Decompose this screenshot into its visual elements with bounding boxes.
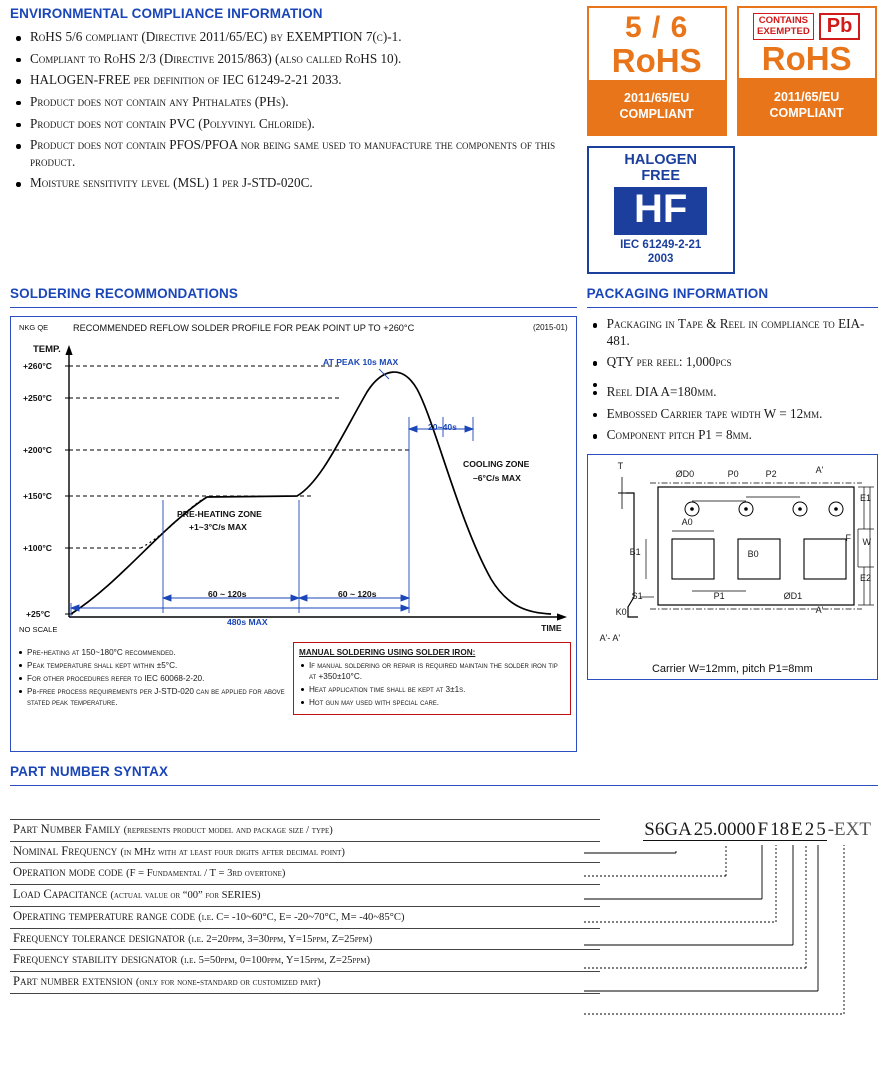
- contains-exempted-label: [753, 13, 814, 40]
- table-row: [10, 906, 600, 928]
- rohs-56-label: 5 / 6: [624, 11, 689, 44]
- divider: [587, 307, 878, 308]
- annotation-preheat-2: +1~3°C/s MAX: [189, 522, 247, 532]
- dim-B1: B1: [629, 546, 641, 557]
- y-tick: +150°C: [23, 491, 52, 501]
- compliance-logos: [587, 6, 878, 274]
- x-axis-title: TIME: [541, 623, 562, 633]
- dim-E2: E2: [859, 572, 871, 583]
- list-item: RoHS 5/6 compliant (Directive 2011/65/EC) by EXEMPTION 7(c)-1.: [10, 29, 577, 46]
- halogen-standard-year: 2003: [647, 252, 674, 265]
- rohs-56-logo: [587, 6, 727, 136]
- table-row: [10, 841, 600, 863]
- carrier-tape-caption: Carrier W=12mm, pitch P1=8mm: [651, 662, 813, 675]
- hf-symbol: HF: [614, 187, 707, 235]
- y-tick: +100°C: [23, 543, 52, 553]
- reflow-profile-chart: [10, 316, 577, 752]
- rohs-compliant-line: COMPLIANT: [769, 105, 844, 120]
- table-row: [10, 863, 600, 885]
- note-item: Pre-heating at 150~180°C recommended.: [17, 647, 285, 658]
- dim-A0: A0: [681, 516, 693, 527]
- rohs-directive-line: 2011/65/EU: [624, 91, 690, 106]
- annotation-cooling-2: –6°C/s MAX: [473, 473, 521, 483]
- list-item: Reel DIA A=180mm.: [587, 384, 878, 401]
- list-item: HALOGEN-FREE per definition of IEC 61249-2-21 2033.: [10, 72, 577, 89]
- manual-item: Heat application time shall be kept at 3±1s.: [299, 684, 565, 695]
- table-row: [10, 971, 600, 993]
- note-item: For other procedures refer to IEC 60068-2-20.: [17, 673, 285, 684]
- soldering-title: SOLDERING RECOMMONDATIONS: [10, 286, 238, 301]
- table-row: [10, 928, 600, 950]
- code-temp-range: E: [791, 819, 803, 840]
- dim-D1: ØD1: [783, 590, 803, 601]
- table-row: [10, 950, 600, 972]
- rohs-word: RoHS: [761, 40, 852, 78]
- divider: [10, 307, 577, 308]
- dim-K0: K0: [615, 606, 627, 617]
- section-label: A'- A': [599, 632, 621, 643]
- carrier-tape-diagram: [587, 454, 878, 680]
- list-item: QTY per reel: 1,000pcs: [587, 354, 878, 371]
- row-detail: (actual value or “00” for SERIES): [110, 890, 261, 902]
- list-item: Component pitch P1 = 8mm.: [587, 427, 878, 444]
- y-tick: +25°C: [26, 609, 51, 619]
- table-row: [10, 885, 600, 907]
- code-frequency: 25.0000: [693, 819, 756, 840]
- dim-E1: E1: [859, 492, 871, 503]
- row-detail: (i.e. C= -10~60°C, E= -20~70°C, M= -40~85°C): [198, 911, 405, 923]
- y-tick: +250°C: [23, 393, 52, 403]
- soldering-notes: [17, 647, 285, 710]
- row-detail: (F = Fundamental / T = 3rd overtone): [126, 868, 286, 880]
- manual-soldering-title: MANUAL SOLDERING USING SOLDER IRON:: [299, 648, 476, 657]
- row-label: Frequency tolerance designator: [13, 930, 185, 945]
- rohs-compliant-line: COMPLIANT: [619, 106, 694, 121]
- annotation-span-2: 60 ~ 120s: [338, 589, 377, 599]
- spacer: [587, 376, 878, 384]
- note-item: Peak temperature shall kept within ±5°C.: [17, 660, 285, 671]
- row-detail: (represents product model and package size / type): [123, 825, 333, 836]
- packaging-title: PACKAGING INFORMATION: [586, 286, 769, 301]
- row-detail: (in MHz with at least four digits after decimal point): [120, 846, 345, 858]
- row-label: Nominal Frequency: [13, 843, 118, 858]
- divider: [10, 785, 878, 786]
- top-section: [10, 6, 878, 274]
- manual-soldering-box: [293, 642, 571, 715]
- reflow-curve: [11, 317, 577, 647]
- code-mode: F: [757, 819, 769, 840]
- row-label: Frequency stability designator: [13, 952, 178, 967]
- annotation-span-1: 60 ~ 120s: [208, 589, 247, 599]
- list-item: Compliant to RoHS 2/3 (Directive 2015/863) (also called RoHS 10).: [10, 51, 577, 68]
- chart-header-right: (2015-01): [532, 323, 568, 332]
- manual-item: If manual soldering or repair is required maintain the solder iron tip at +350±10°C.: [299, 660, 565, 682]
- dim-W: W: [862, 536, 871, 547]
- part-number-table: [10, 819, 600, 994]
- annotation-cooling-1: COOLING ZONE: [463, 459, 530, 469]
- row-detail: (i.e. 2=20ppm, 3=30ppm, Y=15ppm, Z=25ppm): [188, 933, 373, 945]
- part-number-title: PART NUMBER SYNTAX: [10, 764, 169, 779]
- chart-header-center: RECOMMENDED REFLOW SOLDER PROFILE FOR PEAK POINT UP TO +260°C: [73, 323, 415, 333]
- list-item: Product does not contain PFOS/PFOA nor being same used to manufacture the components of this product.: [10, 137, 577, 170]
- list-item: Embossed Carrier tape width W = 12mm.: [587, 406, 878, 423]
- halogen-line2: FREE: [641, 168, 680, 185]
- rohs-pb-exempt-logo: [737, 6, 877, 136]
- halogen-free-logo: [587, 146, 735, 274]
- list-item: Product does not contain any Phthalates (PHs).: [10, 94, 577, 111]
- environmental-block: [10, 6, 577, 274]
- dim-S1: S1: [631, 590, 643, 601]
- environmental-title: ENVIRONMENTAL COMPLIANCE INFORMATION: [10, 6, 323, 21]
- contains-line: CONTAINS: [758, 15, 809, 26]
- row-label: Operating temperature range code: [13, 908, 196, 923]
- pb-symbol: Pb: [819, 13, 861, 40]
- halogen-standard: IEC 61249-2-21: [620, 239, 702, 252]
- packaging-list: [587, 316, 878, 444]
- y-tick: +200°C: [23, 445, 52, 455]
- dim-D0: ØD0: [675, 468, 695, 479]
- part-number-block: [10, 764, 878, 994]
- row-detail: (i.e. 5=50ppm, 0=100ppm, Y=15ppm, Z=25ppm): [180, 955, 371, 967]
- list-item: Moisture sensitivity level (MSL) 1 per J-STD-020C.: [10, 175, 577, 192]
- chart-header-left: NKG QE: [19, 323, 49, 332]
- no-scale-label: NO SCALE: [19, 625, 58, 634]
- list-item: Packaging in Tape & Reel in compliance to EIA-481.: [587, 316, 878, 349]
- part-number-code: [643, 819, 872, 841]
- annotation-preheat-1: PRE-HEATING ZONE: [177, 509, 262, 519]
- dim-T: T: [617, 460, 624, 471]
- dim-A-prime-top: A': [815, 464, 824, 475]
- dim-P1: P1: [713, 590, 725, 601]
- rohs-directive-line: 2011/65/EU: [774, 90, 840, 105]
- exempted-line: EXEMPTED: [757, 25, 810, 37]
- dim-P2: P2: [765, 468, 777, 479]
- row-label: Load Capacitance: [13, 887, 108, 902]
- row-detail: (only for none-standard or customized part): [135, 976, 321, 988]
- part-number-leader-lines: [576, 845, 876, 1077]
- list-item: Product does not contain PVC (Polyvinyl Chloride).: [10, 116, 577, 133]
- code-tolerance: 2: [804, 819, 815, 840]
- dim-F: F: [845, 532, 851, 543]
- environmental-list: [10, 29, 577, 192]
- y-axis-title: TEMP.: [33, 344, 61, 355]
- row-label: Part number extension: [13, 973, 133, 988]
- soldering-block: [10, 286, 577, 752]
- dim-A-prime-bottom: A': [815, 604, 824, 615]
- annotation-2040s: 20~40s: [428, 422, 457, 432]
- annotation-total: 480s MAX: [227, 617, 268, 627]
- code-load-cap: 18: [770, 819, 790, 840]
- halogen-line1: HALOGEN: [624, 152, 697, 168]
- middle-section: [10, 286, 878, 752]
- note-item: Pb-free process requirements per J-STD-020 can be applied for above stated peak temperature.: [17, 686, 285, 708]
- code-stability: 5: [816, 819, 826, 840]
- annotation-peak: AT PEAK 10s MAX: [323, 357, 399, 367]
- dim-B0: B0: [747, 548, 759, 559]
- code-extension: -EXT: [827, 819, 871, 840]
- table-row: [10, 820, 600, 842]
- row-label: Part Number Family: [13, 822, 121, 836]
- rohs-word: RoHS: [611, 42, 702, 79]
- dim-P0: P0: [727, 468, 739, 479]
- row-label: Operation mode code: [13, 865, 123, 880]
- y-tick: +260°C: [23, 361, 52, 371]
- code-family: S6GA: [644, 819, 692, 840]
- packaging-block: [587, 286, 878, 752]
- manual-item: Hot gun may used with special care.: [299, 697, 565, 708]
